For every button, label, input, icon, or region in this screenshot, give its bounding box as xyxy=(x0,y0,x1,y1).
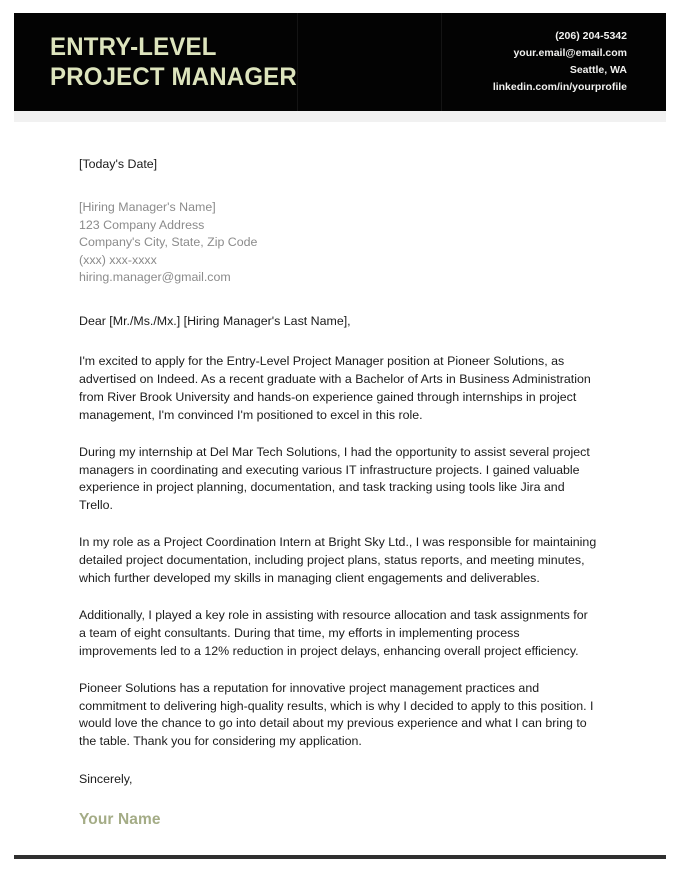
header-divider-column xyxy=(298,13,442,111)
letterhead-header xyxy=(14,13,666,111)
signature-name: Your Name xyxy=(79,811,161,829)
letter-body xyxy=(79,155,598,830)
footer-rule xyxy=(14,855,666,859)
recipient-email: hiring.manager@gmail.com xyxy=(79,270,231,285)
header-title-column xyxy=(14,13,298,111)
letter-paragraph-4: Additionally, I played a key role in assisting with resource allocation and task assignments for a team of eight consultants. During that time, my efforts in implementing process improvements led to a 12% reduction in project delays, enhancing overall project efficiency. xyxy=(79,607,588,658)
letter-paragraph-1: I'm excited to apply for the Entry-Level Project Manager position at Pioneer Solutions, as advertised on Indeed. As a recent graduate with a Bachelor of Arts in Business Administration from River Brook University and hands-on experience gained through internships in project management, I'm convinced I'm positioned to excel in this role. xyxy=(79,353,591,422)
letter-salutation: Dear [Mr./Ms./Mx.] [Hiring Manager's Last Name], xyxy=(79,313,351,328)
contact-phone: (206) 204-5342 xyxy=(555,30,627,42)
header-contact-column xyxy=(442,13,666,111)
contact-linkedin: linkedin.com/in/yourprofile xyxy=(492,81,627,93)
recipient-city-state-zip: Company's City, State, Zip Code xyxy=(79,235,258,250)
contact-email: your.email@email.com xyxy=(513,47,627,59)
header-title-line-2: PROJECT MANAGER xyxy=(50,63,297,91)
recipient-address-block xyxy=(79,199,598,287)
recipient-street: 123 Company Address xyxy=(79,217,205,232)
header-accent-bar xyxy=(14,111,666,122)
letter-paragraph-3: In my role as a Project Coordination Intern at Bright Sky Ltd., I was responsible for maintaining detailed project documentation, including project plans, status reports, and meeting minutes, which further developed my skills in managing client engagements and deliverables. xyxy=(79,535,597,586)
letter-closing: Sincerely, xyxy=(79,772,133,787)
letter-date: [Today's Date] xyxy=(79,157,158,171)
header-title-line-1: ENTRY-LEVEL xyxy=(50,33,217,61)
recipient-name: [Hiring Manager's Name] xyxy=(79,200,216,214)
letter-paragraph-2: During my internship at Del Mar Tech Solutions, I had the opportunity to assist several project managers in coordinating and executing various IT infrastructure projects. I gained valuable experience in project planning, documentation, and task tracking using tools like Jira and Trello. xyxy=(79,444,590,513)
letter-paragraph-5: Pioneer Solutions has a reputation for innovative project management practices and commitment to delivering high-quality results, which is why I decided to apply to this position. I would love the chance to go into detail about my previous experience and what I can bring to the table. Thank you for considering my application. xyxy=(79,680,594,749)
contact-location: Seattle, WA xyxy=(569,64,627,76)
recipient-phone: (xxx) xxx-xxxx xyxy=(79,252,157,267)
